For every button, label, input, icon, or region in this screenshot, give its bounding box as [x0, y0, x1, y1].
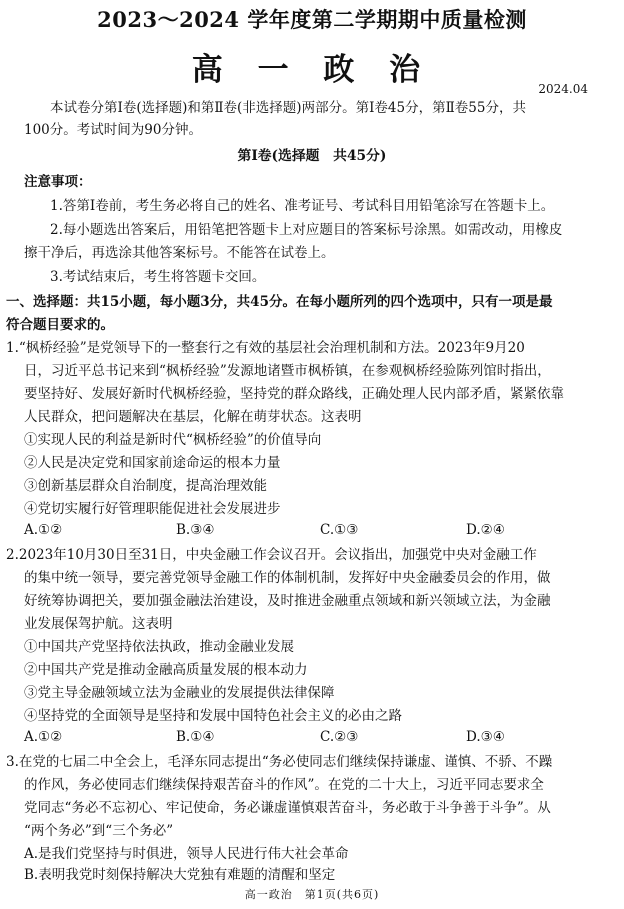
q3-stem-line: 3.在党的七届二中全会上，毛泽东同志提出“务必使同志们继续保持谦虚、谨慎、不骄、不躁 [6, 754, 553, 770]
notes-item-3: 3.考试结束后，考生将答题卡交回。 [50, 269, 266, 285]
q2-stem-line: 的集中统一领导，要完善党领导金融工作的体制机制，发挥好中央金融委员会的作用，做 [24, 570, 551, 586]
q2-item: ①中国共产党坚持依法执政，推动金融业发展 [24, 639, 294, 655]
q2-item: ④坚持党的全面领导是坚持和发展中国特色社会主义的必由之路 [24, 708, 402, 724]
exam-date: 2024.04 [538, 82, 588, 96]
q1-item: ④党切实履行好管理职能促进社会发展进步 [24, 501, 281, 517]
q1-stem-line: 1.“枫桥经验”是党领导下的一整套行之有效的基层社会治理机制和方法。2023年9月20 [6, 340, 525, 356]
q3-stem-line: 的作风，务必使同志们继续保持艰苦奋斗的作风”。在党的二十大上，习近平同志要求全 [24, 777, 544, 793]
q2-option-c: C.②③ [320, 729, 359, 745]
q2-stem-line: 业发展保驾护航。这表明 [24, 616, 173, 632]
q1-item: ③创新基层群众自治制度，提高治理效能 [24, 478, 267, 494]
section1-line-2: 符合题目要求的。 [6, 317, 114, 333]
q3-option: B.表明我党时刻保持解决大党独有难题的清醒和坚定 [24, 867, 336, 883]
part1-heading: 第Ⅰ卷(选择题 共45分) [237, 148, 387, 164]
q2-stem-line: 2.2023年10月30日至31日，中央金融工作会议召开。会议指出，加强党中央对金融工作 [6, 547, 537, 563]
q1-item: ②人民是决定党和国家前途命运的根本力量 [24, 455, 281, 471]
q1-option-d: D.②④ [466, 522, 505, 538]
q2-item: ②中国共产党是推动金融高质量发展的根本动力 [24, 662, 308, 678]
q3-stem-line: “两个务必”到“三个务必” [24, 823, 174, 839]
notes-item-2-line-2: 擦干净后，再选涂其他答案标号。不能答在试卷上。 [24, 245, 335, 261]
q2-option-b: B.①④ [176, 729, 215, 745]
section1-line-1: 一、选择题：共15小题，每小题3分，共45分。在每小题所列的四个选项中，只有一项是最 [6, 294, 553, 310]
q1-stem-line: 人民群众，把问题解决在基层，化解在萌芽状态。这表明 [24, 409, 362, 425]
q1-stem-line: 要坚持好、发展好新时代枫桥经验，坚持党的群众路线，正确处理人民内部矛盾，紧紧依靠 [24, 386, 564, 402]
notes-heading: 注意事项： [24, 174, 92, 190]
q2-stem-line: 好统筹协调把关，要加强金融法治建设，及时推进金融重点领域和新兴领域立法，为金融 [24, 593, 551, 609]
intro-line-1: 本试卷分第Ⅰ卷(选择题)和第Ⅱ卷(非选择题)两部分。第Ⅰ卷45分，第Ⅱ卷55分，共 [50, 100, 526, 116]
q3-option: A.是我们党坚持与时俱进，领导人民进行伟大社会革命 [24, 846, 349, 862]
notes-item-1: 1.答第Ⅰ卷前，考生务必将自己的姓名、准考证号、考试科目用铅笔涂写在答题卡上。 [50, 198, 555, 214]
intro-line-2: 100分。考试时间为90分钟。 [24, 122, 202, 138]
q2-item: ③党主导金融领域立法为金融业的发展提供法律保障 [24, 685, 335, 701]
exam-title: 2023～2024 学年度第二学期期中质量检测 [97, 7, 527, 32]
q1-option-b: B.③④ [176, 522, 215, 538]
page-footer: 高一政治 第1页(共6页) [244, 888, 380, 901]
subject-title: 高 一 政 治 [191, 52, 433, 88]
q1-item: ①实现人民的利益是新时代“枫桥经验”的价值导向 [24, 432, 322, 448]
q3-stem-line: 党同志“务必不忘初心、牢记使命，务必谦虚谨慎艰苦奋斗，务必敢于斗争善于斗争”。从 [24, 800, 551, 816]
q1-stem-line: 日，习近平总书记来到“枫桥经验”发源地诸暨市枫桥镇，在参观枫桥经验陈列馆时指出， [24, 363, 551, 379]
q2-option-d: D.③④ [466, 729, 505, 745]
q1-option-a: A.①② [24, 522, 63, 538]
q2-option-a: A.①② [24, 729, 63, 745]
notes-item-2-line-1: 2.每小题选出答案后，用铅笔把答题卡上对应题目的答案标号涂黑。如需改动，用橡皮 [50, 222, 563, 238]
q1-option-c: C.①③ [320, 522, 359, 538]
